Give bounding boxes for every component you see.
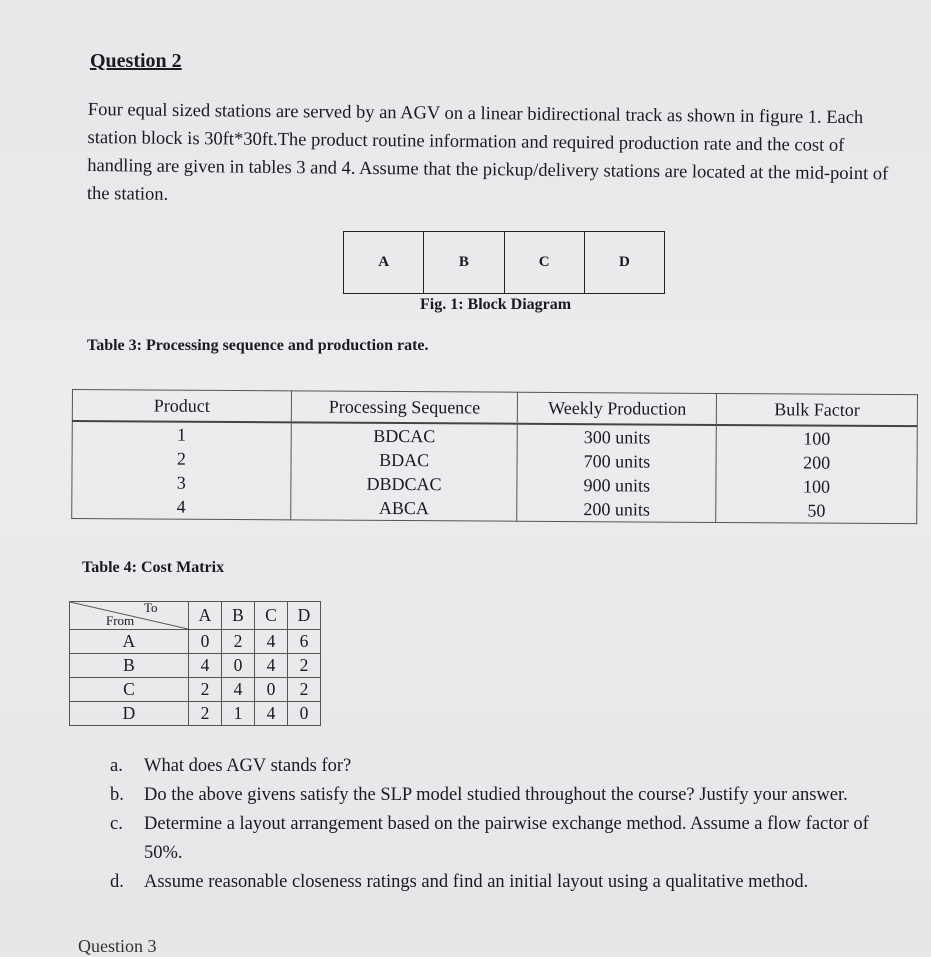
column-header: D — [288, 602, 321, 630]
column-header: Weekly Production — [518, 392, 717, 425]
station-a: A — [344, 232, 424, 293]
table4-caption: Table 4: Cost Matrix — [82, 559, 225, 576]
table-cell: 2 — [288, 654, 321, 678]
table-cell: 1 — [72, 421, 291, 447]
cost-matrix-table — [69, 601, 321, 726]
table3-caption: Table 3: Processing sequence and production rate. — [87, 337, 429, 354]
table-cell: 0 — [222, 654, 255, 678]
table-cell: 6 — [288, 630, 321, 654]
row-label: C — [70, 678, 189, 702]
table-cell: 100 — [716, 425, 917, 451]
figure-caption: Fig. 1: Block Diagram — [420, 296, 572, 313]
table-cell: 2 — [288, 678, 321, 702]
table-cell: BDCAC — [291, 422, 518, 448]
column-header: B — [222, 602, 255, 630]
column-header: A — [189, 602, 222, 630]
table-cell: ABCA — [290, 495, 517, 521]
table-header-row — [70, 602, 321, 630]
table-cell: 4 — [72, 494, 291, 520]
next-question-cutoff: Question 3 — [78, 936, 157, 956]
table-cell: 50 — [716, 498, 917, 524]
table-row — [72, 494, 917, 524]
item-text: Do the above givens satisfy the SLP model studied throughout the course? Justify your answer. — [144, 785, 848, 805]
table-cell: BDAC — [291, 447, 518, 472]
table-cell: 4 — [255, 702, 288, 726]
table-cell: 3 — [72, 470, 291, 495]
item-text: What does AGV stands for? — [144, 756, 352, 776]
item-letter: c. — [110, 814, 123, 834]
table-header-row — [72, 390, 917, 427]
question-list — [110, 752, 910, 897]
row-label: D — [70, 702, 189, 726]
column-header: Bulk Factor — [717, 393, 918, 426]
station-d: D — [618, 254, 630, 270]
table-cell: 100 — [716, 474, 917, 499]
column-header: Product — [72, 390, 291, 423]
table-cell: 4 — [222, 678, 255, 702]
table-cell: 2 — [222, 630, 255, 654]
table-cell: 200 — [716, 450, 917, 475]
table-row — [70, 678, 321, 702]
table-cell: DBDCAC — [291, 471, 518, 496]
corner-from-label: From — [106, 613, 135, 628]
table-cell: 2 — [189, 678, 222, 702]
table-cell: 2 — [189, 702, 222, 726]
station-b: B — [424, 232, 504, 293]
corner-cell — [70, 602, 189, 630]
table-cell: 200 units — [517, 497, 716, 523]
item-text: Assume reasonable closeness ratings and find an initial layout using a qualitative method. — [144, 872, 809, 892]
item-letter: b. — [110, 785, 124, 805]
table-cell: 300 units — [518, 424, 717, 450]
block-diagram — [343, 231, 665, 294]
table-cell: 1 — [222, 702, 255, 726]
list-item — [110, 781, 910, 810]
item-letter: a. — [110, 756, 123, 776]
table-cell: 4 — [189, 654, 222, 678]
table-row — [70, 630, 321, 654]
column-header: Processing Sequence — [291, 391, 518, 424]
column-header: C — [255, 602, 288, 630]
row-label: B — [70, 654, 189, 678]
table-cell: 2 — [72, 446, 291, 471]
question-title: Question 2 — [90, 50, 182, 72]
station-c: C — [505, 232, 585, 293]
table-cell: 4 — [255, 630, 288, 654]
table-cell: 0 — [255, 678, 288, 702]
table-cell: 4 — [255, 654, 288, 678]
table-row — [70, 702, 321, 726]
corner-to-label: To — [144, 600, 158, 615]
list-item — [110, 868, 910, 897]
row-label: A — [70, 630, 189, 654]
table-cell: 700 units — [517, 449, 716, 474]
table-cell: 0 — [288, 702, 321, 726]
intro-paragraph: Four equal sized stations are served by an AGV on a linear bidirectional track as shown in figure 1. Each station block is 30ft*30ft.The product routine information and required production rate and the cost of handling are given in tables 3 and 4. Assume that the pickup/delivery stations are located at the mid-point of the station. — [86, 99, 889, 205]
item-text: Determine a layout arrangement based on the pairwise exchange method. Assume a flow factor of 50%. — [144, 814, 869, 863]
list-item — [110, 752, 910, 781]
list-item — [110, 810, 910, 868]
table-cell: 0 — [189, 630, 222, 654]
processing-sequence-table — [71, 389, 918, 524]
table-row — [70, 654, 321, 678]
item-letter: d. — [110, 872, 124, 892]
table-cell: 900 units — [517, 473, 716, 498]
